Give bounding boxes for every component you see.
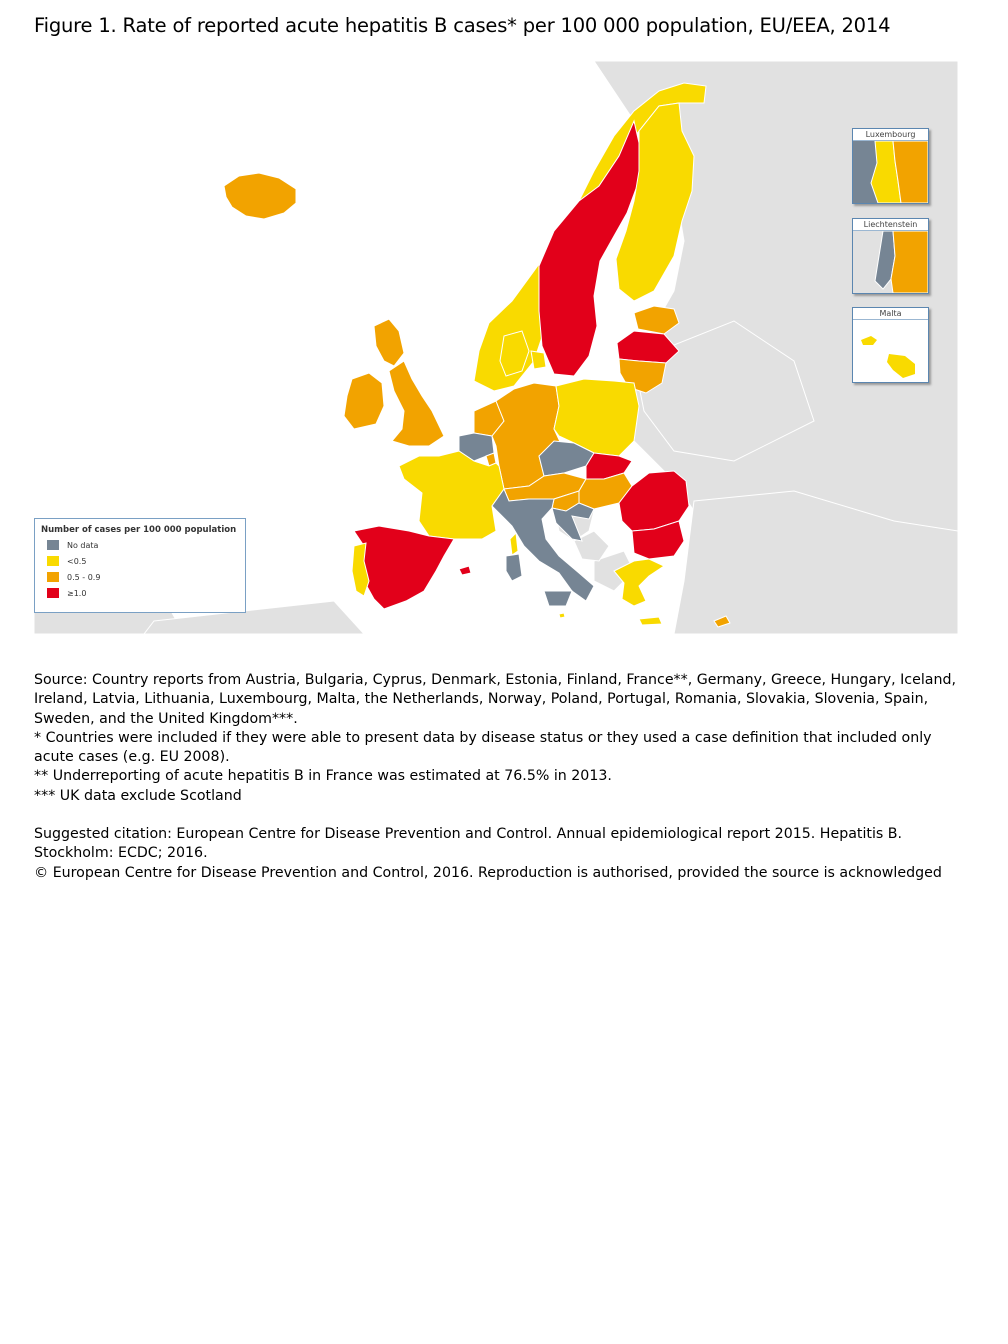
footnote-3: *** UK data exclude Scotland bbox=[34, 787, 242, 804]
inset-luxembourg bbox=[852, 128, 929, 204]
country-crete bbox=[639, 617, 662, 625]
country-sicily bbox=[544, 591, 572, 606]
inset-label: Liechtenstein bbox=[853, 219, 928, 231]
legend-label: <0.5 bbox=[67, 556, 87, 566]
inset-malta-map bbox=[853, 320, 928, 382]
figure-title: Figure 1. Rate of reported acute hepatitis B cases* per 100 000 population, EU/EEA, 2014 bbox=[34, 14, 891, 37]
legend-label: 0.5 - 0.9 bbox=[67, 572, 101, 582]
country-iceland bbox=[224, 173, 296, 219]
inset-liechtenstein bbox=[852, 218, 929, 294]
legend-swatch bbox=[47, 588, 59, 598]
figure-notes bbox=[34, 671, 969, 883]
inset-liechtenstein-map bbox=[853, 231, 928, 293]
inset-luxembourg-map bbox=[853, 141, 928, 203]
country-corsica bbox=[510, 533, 518, 555]
inset-label: Luxembourg bbox=[853, 129, 928, 141]
footnote-1: * Countries were included if they were able to present data by disease status or they used a case definition that included only acute cases (e.g. EU 2008). bbox=[34, 729, 932, 766]
country-ireland bbox=[344, 373, 384, 429]
source-note: Source: Country reports from Austria, Bulgaria, Cyprus, Denmark, Estonia, Finland, France**, Germany, Greece, Hungary, Iceland, Ireland, Latvia, Lithuania, Luxembourg, Malta, the Netherlands, Norway, Poland, Portugal, Romania, Slovakia, Slovenia, Spain, Sweden, and the United Kingdom***. bbox=[34, 672, 956, 727]
inset-malta bbox=[852, 307, 929, 383]
legend-swatch bbox=[47, 572, 59, 582]
legend-label: No data bbox=[67, 540, 99, 550]
map-legend bbox=[34, 518, 246, 613]
country-sardinia bbox=[506, 554, 522, 581]
country-balearic bbox=[459, 566, 471, 575]
legend-swatch bbox=[47, 540, 59, 550]
country-denmark-islands bbox=[531, 351, 546, 369]
legend-item-0-5-0-9 bbox=[47, 571, 245, 583]
legend-item-ge-1-0 bbox=[47, 587, 245, 599]
legend-title: Number of cases per 100 000 population bbox=[41, 525, 237, 535]
copyright: © European Centre for Disease Prevention and Control, 2016. Reproduction is authorised, provided the source is acknowledged bbox=[34, 864, 942, 881]
legend-label: ≥1.0 bbox=[67, 588, 87, 598]
legend-item-no-data bbox=[47, 539, 245, 551]
footnote-2: ** Underreporting of acute hepatitis B in France was estimated at 76.5% in 2013. bbox=[34, 768, 612, 785]
country-scotland bbox=[374, 319, 404, 366]
inset-label: Malta bbox=[853, 308, 928, 320]
citation: Suggested citation: European Centre for Disease Prevention and Control. Annual epidemiological report 2015. Hepatitis B. Stockholm: ECDC; 2016. bbox=[34, 826, 903, 862]
legend-swatch bbox=[47, 556, 59, 566]
country-united-kingdom bbox=[389, 361, 444, 446]
choropleth-map bbox=[34, 61, 958, 634]
legend-item-lt-0-5 bbox=[47, 555, 245, 567]
country-spain bbox=[354, 526, 454, 609]
country-malta bbox=[559, 613, 565, 618]
